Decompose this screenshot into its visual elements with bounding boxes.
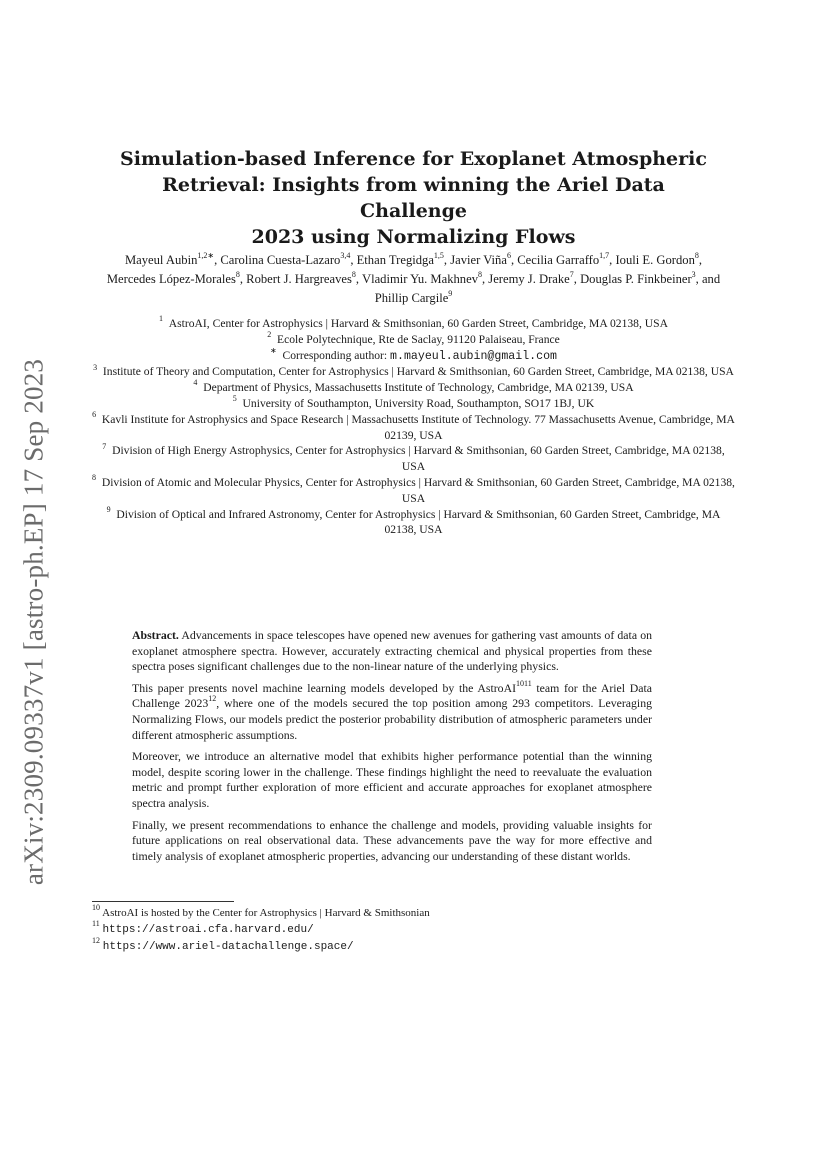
author-affiliation-marker: 8 [351,269,356,279]
author [580,269,721,286]
author-affiliation-marker: 8 [478,269,482,279]
abstract-paragraph: Finally, we present recommendations to enhance the challenge and models, providing valuable insights for future applications on real observational data. These advancements pave the way for more effective and timely analysis of exoplanet atmospheric properties, advancing our understanding of these distant worlds. [132,817,652,863]
affiliation [92,409,735,444]
title-line: Retrieval: Insights from winning the Ariel Data Challenge [162,174,665,222]
affiliation-text: Institute of Theory and Computation, Center for Astrophysics | Harvard & Smithsonian, 60 Garden Street, Cambridge, MA 02138, USA [102,365,734,379]
affiliation-text: Division of High Energy Astrophysics, Center for Astrophysics | Harvard & Smithsonian, 60 Garden Street, Cambridge, MA 02138, USA [112,444,725,474]
author-separator: , [355,272,362,286]
author [450,250,518,267]
author-name: Jeremy J. Drake [488,272,570,286]
affiliation-text: Kavli Institute for Astrophysics and Space Research | Massachusetts Institute of Technology. 77 Massachusetts Avenue, Cambridge, MA 02139, USA [101,412,735,442]
abstract-paragraph: Abstract. Advancements in space telescopes have opened new avenues for gathering vast amounts of data on exoplanet atmosphere spectra. However, accurately extracting chemical and physical properties from these spectra poses significant challenges due to the non-linear nature of the underlying physics. [132,628,652,674]
affiliation-number: 5 [232,394,237,404]
abstract-paragraph: This paper presents novel machine learning models developed by the AstroAI$^{1011}$ team for the Ariel Data Challenge 2023$^{12}$, where one of the models secured the top position among 293 competitors. Leveraging Normalizing Flows, our models predict the posterior probability distribution of atmospheric parameters under different atmospheric assumptions. [132,678,652,742]
author-separator: , [510,253,518,267]
affiliation-text: Division of Atomic and Molecular Physics, Center for Astrophysics | Harvard & Smithsonian, 60 Garden Street, Cambridge, MA 02138, USA [101,475,735,505]
author-name: Phillip Cargile [374,291,449,305]
abstract-paragraph: Moreover, we introduce an alternative model that exhibits higher performance potential than the winning model, despite scoring lower in the challenge. These findings highlight the need to reevaluate the evaluation metric and prompt further exploration of more efficient and accurate approaches for exoplanet atmosphere spectra analysis. [132,749,652,810]
footnote-ref: 12 [208,694,217,704]
footnote-list [92,905,732,955]
arxiv-identifier: arXiv:2309.09337v1 [astro-ph.EP] 17 Sep 2023 [18,358,49,886]
author-name: Ethan Tregidga [356,253,434,267]
author-affiliation-marker: 1,2∗ [197,250,215,260]
author-separator: , [350,253,357,267]
affiliation-text: Division of Optical and Infrared Astronomy, Center for Astrophysics | Harvard & Smithsonian, 60 Garden Street, Cambridge, MA 02138, USA [116,507,721,537]
author [356,250,451,267]
affiliation-number: 8 [92,473,97,483]
footnote-divider [92,901,234,902]
footnote-number: 12 [92,936,100,946]
affiliation [92,396,735,412]
author-name: Iouli E. Gordon [615,253,695,267]
author [374,288,453,305]
author-name: Carolina Cuesta-Lazaro [220,253,341,267]
affiliation-number: ∗ [269,345,277,355]
author-affiliation-marker: 7 [569,269,574,279]
author-separator: , [573,272,581,286]
author-name: Mercedes López-Morales [106,272,236,286]
author-separator: , [443,253,451,267]
author-separator: , [698,253,703,267]
author-list [100,251,727,308]
affiliation-text: AstroAI, Center for Astrophysics | Harvard & Smithsonian, 60 Garden Street, Cambridge, MA 02138, USA [168,317,668,330]
affiliation-text: Corresponding author: [282,348,391,362]
affiliation [92,345,735,365]
author [220,250,357,267]
affiliation [92,475,735,507]
author [615,250,703,267]
affiliation-text: Department of Physics, Massachusetts Institute of Technology, Cambridge, MA 02139, USA [203,381,634,395]
author-separator: , [239,272,247,286]
affiliation [92,364,735,380]
author-affiliation-marker: 1,7 [599,250,610,260]
affiliation-number: 4 [193,378,198,388]
author-affiliation-marker: 8 [235,269,240,279]
author [361,269,489,286]
abstract [132,628,652,870]
affiliation-number: 7 [102,441,107,451]
author [517,250,616,267]
author-affiliation-marker: 1,5 [433,250,444,260]
title-line: 2023 using Normalizing Flows [251,226,576,248]
paper-title [110,146,717,250]
author-name: Javier Viña [450,253,507,267]
author-name: Douglas P. Finkbeiner [580,272,692,286]
author-separator: , [609,253,616,267]
corresponding-email[interactable]: m.mayeul.aubin@gmail.com [390,349,558,363]
author-affiliation-marker: 3 [691,269,696,279]
footnote [92,921,732,938]
affiliation-list [92,316,735,538]
author-affiliation-marker: 8 [694,250,699,260]
footnote [92,938,732,955]
title-line: Simulation-based Inference for Exoplanet Atmospheric [120,148,707,170]
author-separator: , and [695,272,721,286]
affiliation-text: Ecole Polytechnique, Rte de Saclay, 91120 Palaiseau, France [277,332,560,346]
affiliation-number: 3 [93,362,98,372]
affiliation-number: 1 [159,314,163,324]
affiliation [92,443,735,475]
author-separator: , [214,253,221,267]
author [106,269,247,286]
footnote-number: 10 [92,903,100,913]
footnote-link[interactable]: https://www.ariel-datachallenge.space/ [102,941,354,953]
author-affiliation-marker: 3,4 [340,250,351,260]
author-name: Robert J. Hargreaves [246,272,352,286]
abstract-label: Abstract. [132,628,179,642]
author [488,269,581,286]
affiliation-number: 6 [92,409,97,419]
footnote [92,905,732,921]
author-name: Mayeul Aubin [124,253,198,267]
affiliation-number: 2 [267,329,272,339]
affiliation-text: University of Southampton, University Road, Southampton, SO17 1BJ, UK [242,396,595,410]
footnote-link[interactable]: https://astroai.cfa.harvard.edu/ [102,924,314,936]
footnote-ref: 1011 [516,678,532,688]
author-separator: , [482,272,489,286]
arxiv-side-stamp [15,352,53,892]
affiliation [92,329,735,348]
affiliation [92,380,735,396]
author-name: Vladimir Yu. Makhnev [361,272,478,286]
author-affiliation-marker: 9 [448,288,453,298]
affiliation [92,316,735,332]
affiliation-number: 9 [106,504,111,514]
author [246,269,362,286]
affiliation [92,504,735,539]
footnote-number: 11 [92,919,100,929]
author-name: Cecilia Garraffo [517,253,600,267]
author [124,250,221,267]
author-affiliation-marker: 6 [506,250,511,260]
footnote-text: AstroAI is hosted by the Center for Astrophysics | Harvard & Smithsonian [102,907,430,919]
